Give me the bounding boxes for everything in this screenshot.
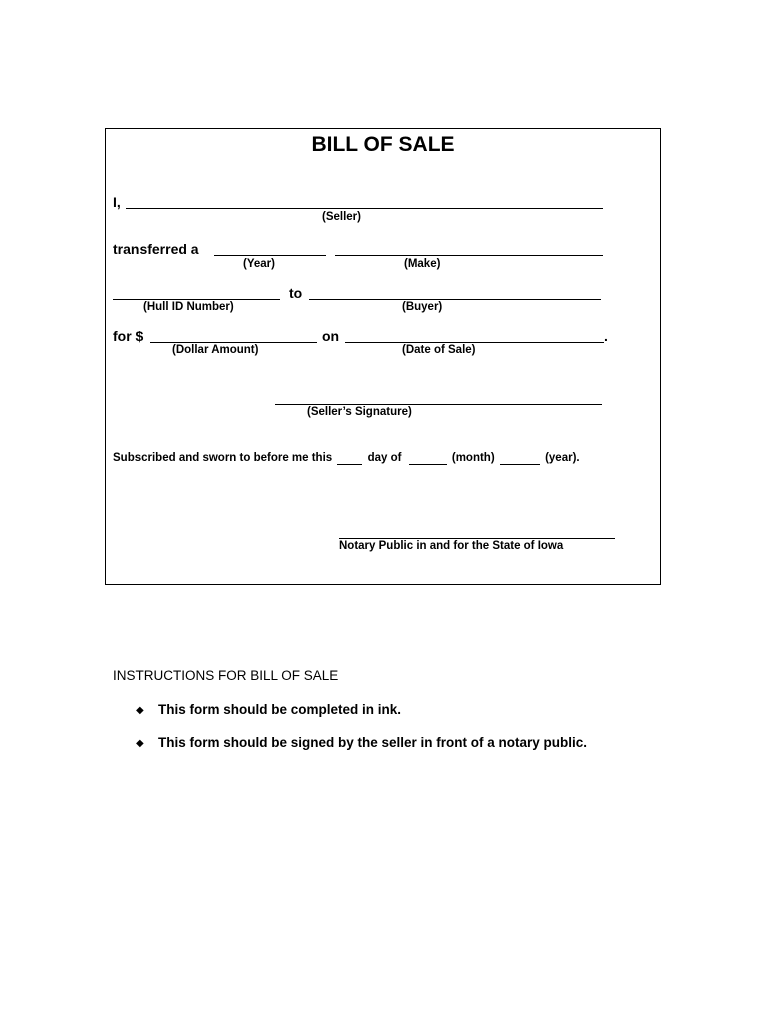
seller-signature-caption: (Seller’s Signature) xyxy=(307,406,412,418)
instruction-text: This form should be signed by the seller in front of a notary public. xyxy=(158,735,588,750)
year-line[interactable] xyxy=(214,255,326,256)
subscribed-text: Subscribed and sworn to before me this xyxy=(113,452,333,464)
instruction-item xyxy=(136,735,587,750)
year-label: (year). xyxy=(545,452,580,464)
notary-signature-line[interactable] xyxy=(339,538,615,539)
buyer-line[interactable] xyxy=(309,299,601,300)
on-label: on xyxy=(322,328,340,344)
date-of-sale-line[interactable] xyxy=(345,342,604,343)
seller-signature-line[interactable] xyxy=(275,404,602,405)
year-caption: (Year) xyxy=(243,258,275,270)
month-blank[interactable] xyxy=(409,452,447,465)
seller-caption: (Seller) xyxy=(322,211,361,223)
instructions-title: INSTRUCTIONS FOR BILL OF SALE xyxy=(113,668,339,683)
make-caption: (Make) xyxy=(404,258,441,270)
diamond-bullet-icon: ◆ xyxy=(136,705,144,716)
day-blank[interactable] xyxy=(337,452,362,465)
day-of-label: day of xyxy=(367,452,402,464)
hull-id-caption: (Hull ID Number) xyxy=(143,301,234,313)
date-of-sale-caption: (Date of Sale) xyxy=(402,344,476,356)
month-label: (month) xyxy=(451,452,495,464)
instruction-item xyxy=(136,702,401,717)
form-title: BILL OF SALE xyxy=(311,133,455,156)
make-line[interactable] xyxy=(335,255,603,256)
instruction-text: This form should be completed in ink. xyxy=(158,702,402,717)
bill-of-sale-form xyxy=(105,128,661,585)
dollar-amount-caption: (Dollar Amount) xyxy=(172,344,259,356)
hull-id-line[interactable] xyxy=(113,299,280,300)
period-mark: . xyxy=(604,328,608,344)
dollar-amount-line[interactable] xyxy=(150,342,317,343)
buyer-caption: (Buyer) xyxy=(402,301,443,313)
seller-line[interactable] xyxy=(126,208,603,209)
to-label: to xyxy=(289,285,303,301)
seller-prefix: I, xyxy=(113,194,121,210)
for-label: for $ xyxy=(113,328,144,344)
notary-caption: Notary Public in and for the State of Iowa xyxy=(339,540,564,552)
transferred-label: transferred a xyxy=(113,241,199,257)
diamond-bullet-icon: ◆ xyxy=(136,738,144,749)
subscribed-statement xyxy=(113,452,580,465)
year-blank[interactable] xyxy=(500,452,540,465)
